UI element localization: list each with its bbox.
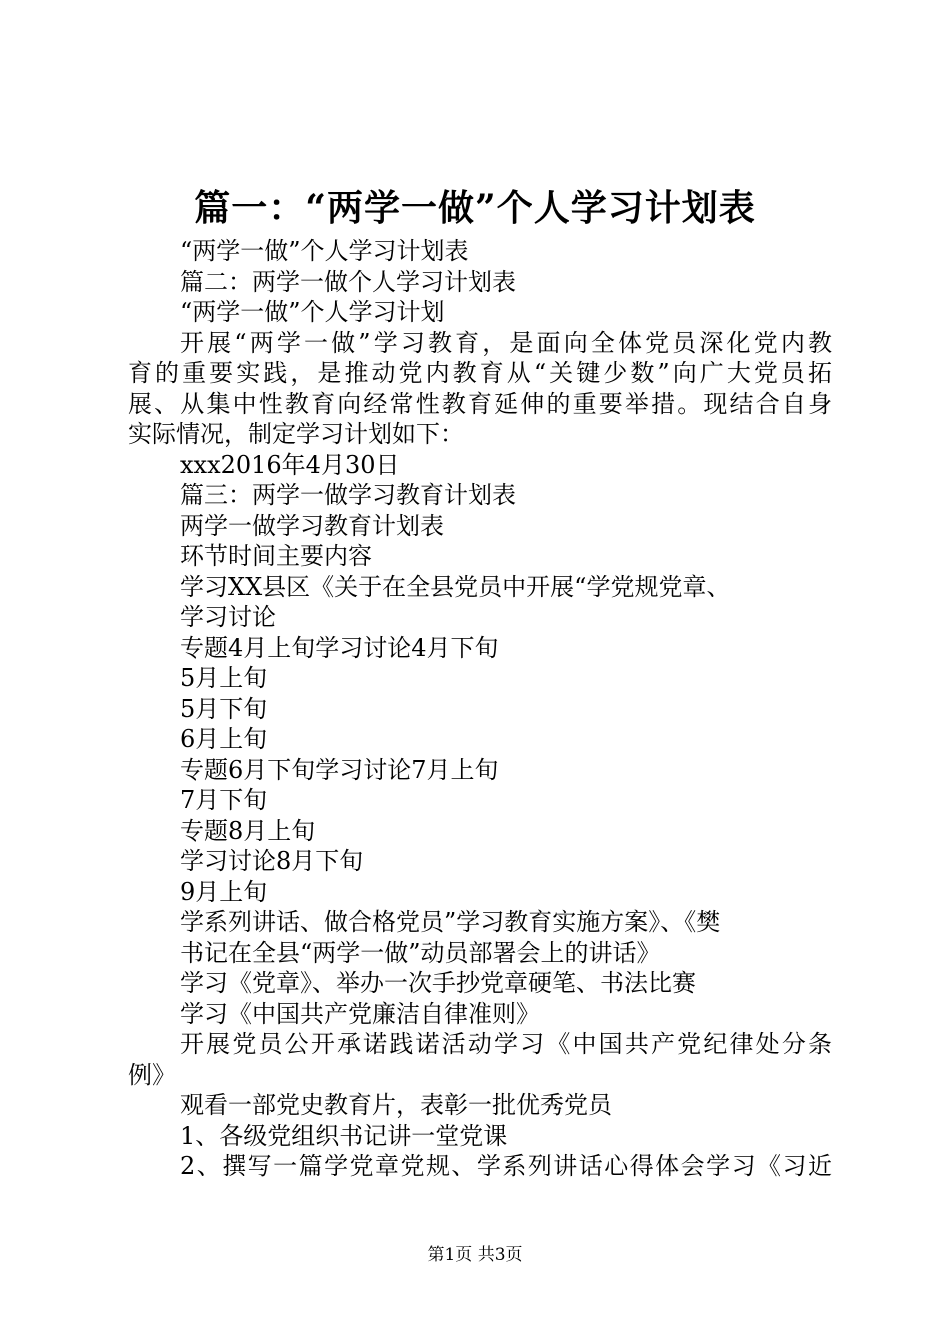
text-line: 篇二：两学一做个人学习计划表 — [180, 267, 516, 296]
text-line: 环节时间主要内容 — [180, 542, 372, 570]
text-line: 6月上旬 — [180, 725, 268, 753]
paragraph-line: 展、从集中性教育向经常性教育延伸的重要举措。现结合自身 — [128, 389, 832, 418]
text-line: 学习讨论 — [180, 603, 276, 631]
paragraph-line: 育的重要实践，是推动党内教育从“关键少数”向广大党员拓 — [128, 359, 832, 387]
text-line: 2、撰写一篇学党章党规、学系列讲话心得体会学习《习近 — [180, 1152, 832, 1180]
text-line: 篇三：两学一做学习教育计划表 — [180, 481, 516, 509]
text-line: 学习《党章》、举办一次手抄党章硬笔、书法比赛 — [180, 969, 696, 997]
text-line: 学系列讲话、做合格党员”学习教育实施方案》、《樊 — [180, 908, 721, 936]
page-number: 第1页 共3页 — [427, 1245, 523, 1265]
text-line: 1、各级党组织书记讲一堂党课 — [180, 1121, 508, 1150]
paragraph-line: 例》 — [128, 1060, 176, 1089]
paragraph-line: 实际情况，制定学习计划如下： — [128, 420, 464, 448]
text-line: 专题6月下旬学习讨论7月上旬 — [180, 755, 499, 784]
text-line: 观看一部党史教育片，表彰一批优秀党员 — [180, 1091, 612, 1119]
text-line: 学习XX县区《关于在全县党员中开展“学党规党章、 — [180, 572, 731, 601]
text-line: 专题4月上旬学习讨论4月下旬 — [180, 633, 499, 662]
text-line: 学习讨论8月下旬 — [180, 847, 364, 875]
text-line: 5月下旬 — [180, 694, 268, 723]
text-line: 学习《中国共产党廉洁自律准则》 — [180, 999, 540, 1028]
page-title: 篇一：“两学一做”个人学习计划表 — [194, 187, 756, 229]
text-line: 书记在全县“两学一做”动员部署会上的讲话》 — [180, 938, 661, 967]
text-line: 5月上旬 — [180, 664, 268, 692]
text-line: 9月上旬 — [180, 877, 268, 906]
text-line: 两学一做学习教育计划表 — [180, 511, 444, 540]
text-line: 7月下旬 — [180, 786, 268, 814]
text-line: “两学一做”个人学习计划 — [180, 298, 445, 326]
paragraph-line: 开展“两学一做”学习教育，是面向全体党员深化党内教 — [180, 328, 832, 357]
text-line: 专题8月上旬 — [180, 816, 316, 845]
text-line: “两学一做”个人学习计划表 — [180, 237, 469, 265]
date-line: xxx2016年4月30日 — [180, 450, 400, 479]
paragraph-line: 开展党员公开承诺践诺活动学习《中国共产党纪律处分条 — [180, 1030, 832, 1058]
document-body — [128, 236, 832, 1182]
